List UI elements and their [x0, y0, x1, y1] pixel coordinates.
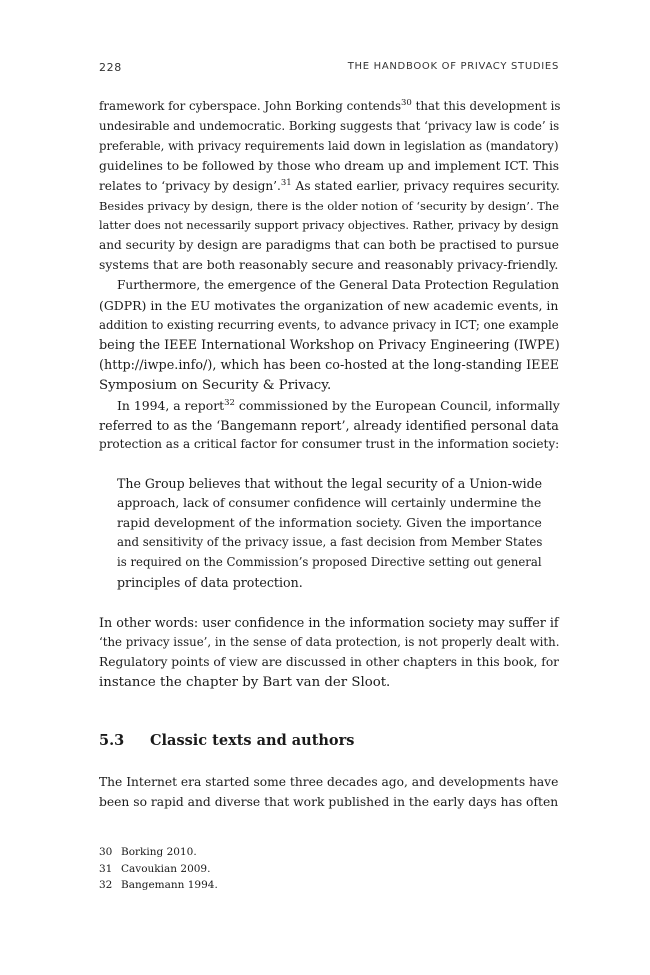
paragraph-other-words [99, 613, 559, 693]
footnote-number: 31 [99, 862, 113, 875]
text-line: Furthermore, the emergence of the General Data Protection Regulation [117, 278, 560, 293]
footnote-ref-30: 30 [401, 98, 412, 108]
section-title: Classic texts and authors [150, 732, 355, 749]
paragraph-internet-era [99, 773, 559, 813]
quote-line: is required on the Commission’s proposed Directive setting out general [117, 555, 542, 570]
footnote-text: Bangemann 1994. [121, 879, 218, 891]
block-quote [117, 474, 542, 593]
book-title: THE HANDBOOK OF PRIVACY STUDIES [347, 61, 559, 72]
text-line: Symposium on Security & Privacy. [99, 377, 332, 393]
text-line: being the IEEE International Workshop on Privacy Engineering (IWPE) [99, 337, 560, 353]
text-line: In other words: user confidence in the information society may suffer if [99, 615, 559, 630]
paragraph-bangemann [99, 396, 559, 456]
text-line: In 1994, a report$^{32}$ commissioned by the European Council, informally [117, 397, 560, 413]
footnote-ref-32: 32 [224, 397, 235, 408]
section-heading [99, 732, 559, 754]
footnote-item [99, 844, 559, 861]
text-line: ‘the privacy issue’, in the sense of data protection, is not properly dealt with. [99, 634, 560, 649]
text-line: latter does not necessarily support privacy objectives. Rather, privacy by design [99, 219, 559, 233]
footnote-item [99, 877, 559, 894]
text-line: preferable, with privacy requirements laid down in legislation as (mandatory) [99, 138, 559, 153]
footnote-text: Cavoukian 2009. [121, 862, 211, 875]
text-line: Regulatory points of view are discussed in other chapters in this book, for [99, 654, 560, 669]
body-text-bottom [99, 773, 559, 813]
text-line: (http://iwpe.info/), which has been co-hosted at the long-standing IEEE [99, 357, 560, 373]
body-text-middle [99, 613, 559, 693]
text-line: been so rapid and diverse that work published in the early days has often [99, 794, 559, 809]
text-line: (GDPR) in the EU motivates the organization of new academic events, in [99, 298, 559, 314]
quote-line: The Group believes that without the legal security of a Union-wide [117, 476, 543, 491]
running-header [99, 61, 559, 77]
text-line: Besides privacy by design, there is the older notion of ‘security by design’. The [99, 198, 560, 213]
text-line: and security by design are paradigms that can both be practised to pursue [99, 238, 559, 253]
page-number: 228 [99, 61, 122, 74]
body-text-top [99, 97, 559, 455]
text-line: framework for cyberspace. John Borking contends$^{30}$ that this development is [99, 98, 561, 113]
paragraph-gdpr [99, 276, 559, 395]
footnote-number: 30 [99, 846, 113, 858]
quote-line: principles of data protection. [117, 574, 303, 590]
quote-line: approach, lack of consumer confidence will certainly undermine the [117, 495, 542, 510]
text-line: instance the chapter by Bart van der Sloot. [99, 674, 391, 690]
section-number: 5.3 [99, 732, 125, 749]
footnotes [99, 844, 559, 894]
footnote-ref-31: 31 [280, 177, 292, 188]
footnote-item [99, 861, 559, 878]
quote-line: and sensitivity of the privacy issue, a fast decision from Member States [117, 535, 543, 550]
quote-line: rapid development of the information society. Given the importance [117, 515, 542, 530]
text-line: referred to as the ‘Bangemann report’, already identified personal data [99, 417, 559, 433]
footnote-number: 32 [99, 879, 113, 891]
text-line: addition to existing recurring events, to advance privacy in ICT; one example [99, 317, 559, 332]
footnote-text: Borking 2010. [121, 846, 197, 858]
text-line: systems that are both reasonably secure and reasonably privacy-friendly. [99, 258, 559, 273]
text-line: undesirable and undemocratic. Borking suggests that ‘privacy law is code’ is [99, 118, 560, 133]
text-line: The Internet era started some three decades ago, and developments have [99, 775, 559, 789]
paragraph-borking [99, 97, 559, 276]
text-line: guidelines to be followed by those who dream up and implement ICT. This [99, 158, 560, 173]
text-line: relates to ‘privacy by design’.$^{31}$ As stated earlier, privacy requires security. [99, 177, 560, 193]
text-line: protection as a critical factor for consumer trust in the information society: [99, 437, 560, 452]
